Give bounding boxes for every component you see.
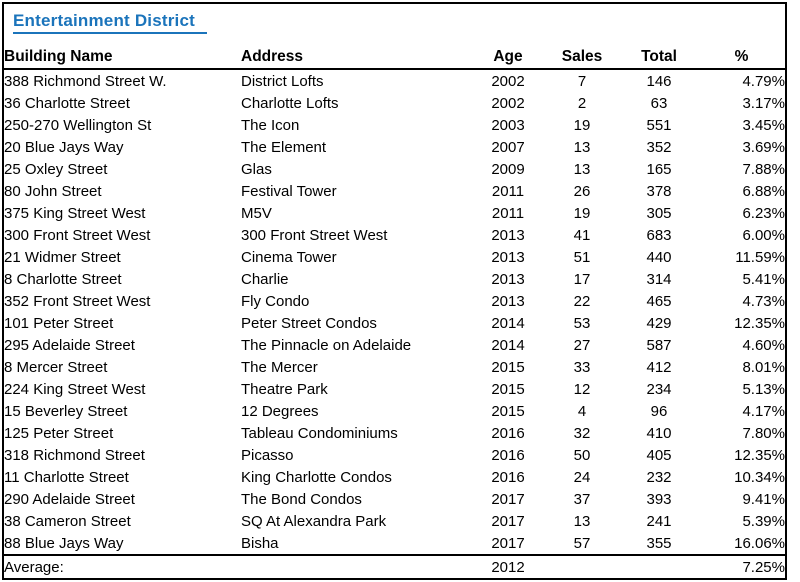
cell-age: 2014: [491, 314, 525, 332]
cell-age: 2013: [491, 292, 525, 310]
cell-total: 551: [646, 116, 672, 134]
cell-building-name: 88 Blue Jays Way: [4, 534, 124, 552]
col-header-sales: Sales: [544, 46, 620, 69]
table-row: [4, 510, 785, 532]
cell-building-name: 21 Widmer Street: [4, 248, 121, 266]
cell-sales: 24: [573, 468, 591, 486]
cell-building-name: 388 Richmond Street W.: [4, 72, 167, 90]
table-row: [4, 466, 785, 488]
cell-address: Theatre Park: [241, 380, 328, 398]
cell-total: 305: [646, 204, 672, 222]
table-row: [4, 290, 785, 312]
cell-sales: 19: [573, 204, 591, 222]
cell-age: 2002: [491, 94, 525, 112]
table-row: [4, 400, 785, 422]
table-row: [4, 422, 785, 444]
table-row: [4, 92, 785, 114]
cell-building-name: 11 Charlotte Street: [4, 468, 129, 486]
cell-address: The Mercer: [241, 358, 318, 376]
cell-sales: 13: [573, 138, 591, 156]
cell-age: 2015: [491, 358, 525, 376]
cell-age: 2014: [491, 336, 525, 354]
col-header-percent: %: [698, 46, 785, 69]
cell-address: Glas: [241, 160, 272, 178]
cell-sales: 17: [573, 270, 591, 288]
cell-percent: 7.80%: [742, 424, 785, 442]
table-body: [4, 69, 785, 555]
cell-sales: 22: [573, 292, 591, 310]
cell-age: 2016: [491, 446, 525, 464]
cell-total: 63: [650, 94, 668, 112]
cell-sales: 33: [573, 358, 591, 376]
table-row: [4, 180, 785, 202]
cell-total: 429: [646, 314, 672, 332]
cell-age: 2013: [491, 270, 525, 288]
table-row: [4, 69, 785, 92]
cell-building-name: 125 Peter Street: [4, 424, 114, 442]
cell-percent: 5.13%: [742, 380, 785, 398]
cell-total: 352: [646, 138, 672, 156]
cell-percent: 4.73%: [742, 292, 785, 310]
cell-age: 2017: [491, 490, 525, 508]
cell-building-name: 375 King Street West: [4, 204, 146, 222]
col-header-address: Address: [241, 46, 472, 69]
table-header: [4, 46, 785, 69]
header-row: [4, 46, 785, 69]
cell-address: King Charlotte Condos: [241, 468, 392, 486]
district-title-link[interactable]: Entertainment District: [13, 11, 207, 34]
cell-sales: 50: [573, 446, 591, 464]
cell-sales: 41: [573, 226, 591, 244]
cell-sales: 32: [573, 424, 591, 442]
cell-building-name: 15 Beverley Street: [4, 402, 128, 420]
cell-address: Picasso: [241, 446, 294, 464]
table-row: [4, 158, 785, 180]
table-row: [4, 224, 785, 246]
col-header-age: Age: [472, 46, 544, 69]
cell-total: 234: [646, 380, 672, 398]
cell-sales: 12: [573, 380, 591, 398]
buildings-table: [4, 46, 785, 578]
cell-building-name: 295 Adelaide Street: [4, 336, 135, 354]
cell-address: The Icon: [241, 116, 300, 134]
cell-total: 232: [646, 468, 672, 486]
cell-total: 393: [646, 490, 672, 508]
average-label: Average:: [4, 555, 472, 578]
cell-sales: 7: [577, 72, 587, 90]
cell-percent: 11.59%: [735, 248, 785, 266]
report-sheet: [2, 2, 787, 580]
cell-total: 440: [646, 248, 672, 266]
cell-age: 2017: [491, 534, 525, 552]
cell-building-name: 224 King Street West: [4, 380, 146, 398]
average-sales: [544, 555, 620, 578]
cell-total: 146: [646, 72, 672, 90]
cell-age: 2016: [491, 468, 525, 486]
cell-address: SQ At Alexandra Park: [241, 512, 387, 530]
cell-percent: 5.39%: [742, 512, 785, 530]
cell-building-name: 20 Blue Jays Way: [4, 138, 124, 156]
cell-total: 96: [650, 402, 668, 420]
cell-percent: 16.06%: [734, 534, 785, 552]
cell-address: Fly Condo: [241, 292, 310, 310]
table-row: [4, 114, 785, 136]
cell-sales: 2: [577, 94, 587, 112]
average-percent: 7.25%: [698, 555, 785, 578]
cell-percent: 12.35%: [734, 314, 785, 332]
cell-age: 2007: [491, 138, 525, 156]
cell-building-name: 8 Mercer Street: [4, 358, 108, 376]
cell-age: 2015: [491, 402, 525, 420]
table-footer: [4, 555, 785, 578]
cell-percent: 3.69%: [742, 138, 785, 156]
cell-percent: 7.88%: [742, 160, 785, 178]
table-row: [4, 488, 785, 510]
cell-total: 465: [646, 292, 672, 310]
cell-building-name: 352 Front Street West: [4, 292, 151, 310]
cell-building-name: 25 Oxley Street: [4, 160, 108, 178]
cell-percent: 3.45%: [742, 116, 785, 134]
cell-total: 355: [646, 534, 672, 552]
cell-building-name: 250-270 Wellington St: [4, 116, 152, 134]
table-row: [4, 334, 785, 356]
table-row: [4, 356, 785, 378]
cell-address: Peter Street Condos: [241, 314, 377, 332]
table-row: [4, 268, 785, 290]
cell-building-name: 318 Richmond Street: [4, 446, 145, 464]
cell-percent: 6.23%: [742, 204, 785, 222]
cell-building-name: 80 John Street: [4, 182, 102, 200]
cell-total: 314: [646, 270, 672, 288]
average-total: [620, 555, 698, 578]
cell-total: 241: [646, 512, 672, 530]
cell-sales: 26: [573, 182, 591, 200]
table-row: [4, 532, 785, 555]
cell-total: 165: [646, 160, 672, 178]
cell-total: 683: [646, 226, 672, 244]
cell-address: The Element: [241, 138, 327, 156]
cell-address: 12 Degrees: [241, 402, 319, 420]
cell-address: Charlotte Lofts: [241, 94, 339, 112]
title-area: [4, 4, 785, 46]
cell-address: The Bond Condos: [241, 490, 362, 508]
cell-percent: 6.88%: [742, 182, 785, 200]
cell-total: 378: [646, 182, 672, 200]
cell-age: 2016: [491, 424, 525, 442]
table-row: [4, 246, 785, 268]
cell-age: 2013: [491, 248, 525, 266]
cell-address: The Pinnacle on Adelaide: [241, 336, 412, 354]
cell-age: 2011: [491, 204, 525, 222]
table-row: [4, 136, 785, 158]
cell-sales: 57: [573, 534, 591, 552]
cell-address: Tableau Condominiums: [241, 424, 398, 442]
cell-total: 410: [646, 424, 672, 442]
table-row: [4, 312, 785, 334]
cell-address: District Lofts: [241, 72, 324, 90]
cell-percent: 8.01%: [742, 358, 785, 376]
average-age: 2012: [472, 555, 544, 578]
cell-sales: 13: [573, 512, 591, 530]
cell-percent: 12.35%: [734, 446, 785, 464]
cell-percent: 10.34%: [734, 468, 785, 486]
cell-sales: 19: [573, 116, 591, 134]
cell-address: Cinema Tower: [241, 248, 337, 266]
cell-building-name: 38 Cameron Street: [4, 512, 131, 530]
cell-address: Charlie: [241, 270, 289, 288]
cell-address: Festival Tower: [241, 182, 337, 200]
cell-building-name: 8 Charlotte Street: [4, 270, 122, 288]
cell-age: 2009: [491, 160, 525, 178]
cell-sales: 4: [577, 402, 587, 420]
cell-building-name: 101 Peter Street: [4, 314, 114, 332]
cell-address: 300 Front Street West: [241, 226, 388, 244]
cell-total: 412: [646, 358, 672, 376]
cell-sales: 13: [573, 160, 591, 178]
cell-percent: 4.60%: [742, 336, 785, 354]
table-row: [4, 444, 785, 466]
cell-total: 405: [646, 446, 672, 464]
cell-percent: 3.17%: [742, 94, 785, 112]
cell-age: 2017: [491, 512, 525, 530]
cell-age: 2002: [491, 72, 525, 90]
average-row: [4, 555, 785, 578]
cell-percent: 9.41%: [742, 490, 785, 508]
table-row: [4, 378, 785, 400]
cell-percent: 5.41%: [742, 270, 785, 288]
cell-building-name: 36 Charlotte Street: [4, 94, 130, 112]
cell-age: 2003: [491, 116, 525, 134]
cell-address: M5V: [241, 204, 272, 222]
cell-total: 587: [646, 336, 672, 354]
cell-percent: 4.17%: [742, 402, 785, 420]
cell-age: 2015: [491, 380, 525, 398]
cell-sales: 53: [573, 314, 591, 332]
cell-sales: 37: [573, 490, 591, 508]
col-header-total: Total: [620, 46, 698, 69]
cell-address: Bisha: [241, 534, 279, 552]
cell-percent: 6.00%: [742, 226, 785, 244]
cell-age: 2013: [491, 226, 525, 244]
cell-building-name: 300 Front Street West: [4, 226, 151, 244]
cell-age: 2011: [491, 182, 525, 200]
table-row: [4, 202, 785, 224]
cell-percent: 4.79%: [742, 72, 785, 90]
col-header-building-name: Building Name: [4, 46, 241, 69]
cell-sales: 27: [573, 336, 591, 354]
cell-sales: 51: [573, 248, 591, 266]
cell-building-name: 290 Adelaide Street: [4, 490, 135, 508]
